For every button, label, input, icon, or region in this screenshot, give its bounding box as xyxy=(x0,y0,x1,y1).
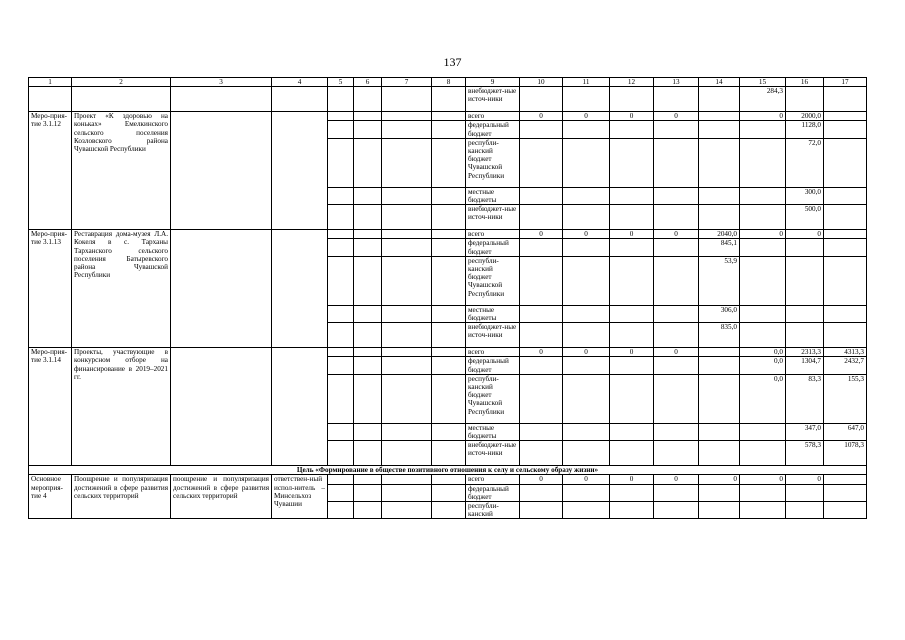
empty-cell xyxy=(382,484,432,501)
empty-cell xyxy=(382,502,432,519)
source-cell: республи-канский бюджет Чувашской Республики xyxy=(466,374,520,423)
source-cell: республи-канский xyxy=(466,502,520,519)
value-cell xyxy=(740,502,786,519)
value-cell xyxy=(563,423,610,440)
value-cell xyxy=(563,484,610,501)
empty-cell xyxy=(354,187,382,204)
value-cell: 0 xyxy=(654,112,699,121)
empty-cell xyxy=(328,230,354,239)
value-cell xyxy=(610,323,654,348)
column-header: 16 xyxy=(786,78,824,87)
empty-cell xyxy=(354,348,382,357)
value-cell: 0 xyxy=(520,475,563,484)
measure-name: Реставрация дома-музея Л.А. Кокеля в с. Тарханы Тарханского сельского поселения Батыревского района Чувашской Республики xyxy=(72,230,171,348)
value-cell xyxy=(786,256,824,305)
value-cell xyxy=(786,502,824,519)
empty-cell xyxy=(328,138,354,187)
value-cell: 0 xyxy=(610,348,654,357)
source-cell: федеральный бюджет xyxy=(466,484,520,501)
header-row xyxy=(29,78,867,87)
empty-cell xyxy=(354,475,382,484)
empty-cell xyxy=(610,87,654,112)
value-cell xyxy=(740,205,786,230)
value-cell: 0 xyxy=(563,230,610,239)
empty-cell xyxy=(382,138,432,187)
value-cell xyxy=(740,121,786,138)
empty-cell xyxy=(328,357,354,374)
empty-cell xyxy=(328,484,354,501)
responsible-executor xyxy=(272,230,328,348)
value-cell xyxy=(520,502,563,519)
empty-cell xyxy=(699,87,740,112)
value-cell xyxy=(610,441,654,466)
source-cell: всего xyxy=(466,475,520,484)
measure-code: Меро-прия-тие 3.1.13 xyxy=(29,230,72,348)
source-cell: федеральный бюджет xyxy=(466,239,520,256)
column-header: 10 xyxy=(520,78,563,87)
empty-cell xyxy=(432,323,466,348)
column-header: 3 xyxy=(171,78,272,87)
value-cell xyxy=(563,502,610,519)
empty-cell xyxy=(520,87,563,112)
value-cell xyxy=(740,138,786,187)
value-cell: 647,0 xyxy=(824,423,867,440)
table-row xyxy=(29,87,867,112)
value-cell xyxy=(824,484,867,501)
goal-title: Цель «Формирование в обществе позитивного отношения к селу и сельскому образу жизни» xyxy=(29,466,867,475)
value-cell xyxy=(824,502,867,519)
source-cell: внебюджет-ные источ-ники xyxy=(466,323,520,348)
value-cell xyxy=(610,305,654,322)
value-cell xyxy=(740,305,786,322)
value-cell xyxy=(520,305,563,322)
value-cell: 2313,3 xyxy=(786,348,824,357)
empty-cell xyxy=(328,256,354,305)
column-header: 12 xyxy=(610,78,654,87)
empty-cell xyxy=(786,87,824,112)
empty-cell xyxy=(272,87,328,112)
empty-cell xyxy=(432,87,466,112)
source-cell: республи-канский бюджет Чувашской Республики xyxy=(466,256,520,305)
value-cell: 500,0 xyxy=(786,205,824,230)
value-cell xyxy=(824,323,867,348)
value-cell xyxy=(699,187,740,204)
value-cell: 300,0 xyxy=(786,187,824,204)
value-cell xyxy=(520,187,563,204)
source-cell: всего xyxy=(466,112,520,121)
column-header: 1 xyxy=(29,78,72,87)
value-cell: 0 xyxy=(654,230,699,239)
empty-cell xyxy=(354,256,382,305)
empty-cell xyxy=(354,441,382,466)
empty-cell xyxy=(432,441,466,466)
value-cell xyxy=(824,239,867,256)
column-header: 7 xyxy=(382,78,432,87)
empty-cell xyxy=(354,357,382,374)
value-cell xyxy=(699,112,740,121)
measure-code: Меро-прия-тие 3.1.14 xyxy=(29,348,72,466)
value-cell xyxy=(699,502,740,519)
table-row xyxy=(29,475,867,484)
value-cell xyxy=(610,138,654,187)
value-cell xyxy=(824,256,867,305)
value-cell xyxy=(824,475,867,484)
value-cell xyxy=(654,138,699,187)
empty-cell xyxy=(328,305,354,322)
measure-name: Поощрение и популяризация достижений в сфере развития сельских территорий xyxy=(72,475,171,519)
column-header: 2 xyxy=(72,78,171,87)
empty-cell xyxy=(432,305,466,322)
empty-cell xyxy=(382,423,432,440)
measure-name: Проект «К здоровью на коньках» Емелкинского сельского поселения Козловского района Чувашской Республики xyxy=(72,112,171,230)
value-cell: 0 xyxy=(740,112,786,121)
source-cell: всего xyxy=(466,230,520,239)
empty-cell xyxy=(382,348,432,357)
responsible-executor xyxy=(272,112,328,230)
empty-cell xyxy=(382,256,432,305)
empty-cell xyxy=(824,87,867,112)
empty-cell xyxy=(382,187,432,204)
empty-cell xyxy=(382,239,432,256)
empty-cell xyxy=(328,187,354,204)
value-cell xyxy=(654,502,699,519)
empty-cell xyxy=(328,87,354,112)
value-cell xyxy=(520,441,563,466)
value-cell: 0 xyxy=(563,112,610,121)
budget-table xyxy=(28,77,867,519)
value-cell xyxy=(740,484,786,501)
source-cell: местные бюджеты xyxy=(466,423,520,440)
value-cell: 306,0 xyxy=(699,305,740,322)
value-cell xyxy=(654,305,699,322)
value-cell: 0 xyxy=(740,475,786,484)
empty-cell xyxy=(354,239,382,256)
value-cell xyxy=(699,374,740,423)
responsible-executor: ответствен-ный испол-нитель – Минсельхоз Чувашии xyxy=(272,475,328,519)
value-cell: 0 xyxy=(563,348,610,357)
empty-cell xyxy=(354,305,382,322)
measure-name: Проекты, участвующие в конкурсном отборе на финансирование в 2019–2021 гг. xyxy=(72,348,171,466)
value-cell xyxy=(786,305,824,322)
value-cell xyxy=(786,239,824,256)
value-cell xyxy=(740,441,786,466)
empty-cell xyxy=(432,187,466,204)
empty-cell xyxy=(382,305,432,322)
value-cell xyxy=(654,205,699,230)
goal-row xyxy=(29,466,867,475)
value-cell xyxy=(520,239,563,256)
empty-cell xyxy=(354,230,382,239)
value-cell: 284,3 xyxy=(740,87,786,112)
value-cell xyxy=(699,205,740,230)
value-cell xyxy=(563,323,610,348)
value-cell: 0,0 xyxy=(740,348,786,357)
value-cell xyxy=(610,205,654,230)
responsible-executor xyxy=(272,348,328,466)
value-cell: 0 xyxy=(740,230,786,239)
value-cell xyxy=(563,121,610,138)
empty-cell xyxy=(432,121,466,138)
value-cell xyxy=(520,374,563,423)
value-cell: 72,0 xyxy=(786,138,824,187)
value-cell: 0 xyxy=(654,348,699,357)
value-cell: 0 xyxy=(610,230,654,239)
empty-cell xyxy=(382,475,432,484)
empty-cell xyxy=(432,484,466,501)
empty-cell xyxy=(382,205,432,230)
value-cell: 2432,7 xyxy=(824,357,867,374)
empty-cell xyxy=(328,121,354,138)
empty-cell xyxy=(328,323,354,348)
empty-cell xyxy=(432,230,466,239)
empty-cell xyxy=(29,87,72,112)
value-cell xyxy=(520,323,563,348)
empty-cell xyxy=(654,87,699,112)
value-cell: 845,1 xyxy=(699,239,740,256)
value-cell: 83,3 xyxy=(786,374,824,423)
value-cell xyxy=(824,205,867,230)
value-cell: 2000,0 xyxy=(786,112,824,121)
empty-cell xyxy=(328,374,354,423)
column-header: 6 xyxy=(354,78,382,87)
value-cell: 578,3 xyxy=(786,441,824,466)
empty-cell xyxy=(382,112,432,121)
value-cell xyxy=(563,138,610,187)
value-cell xyxy=(654,357,699,374)
value-cell xyxy=(520,423,563,440)
empty-cell xyxy=(354,484,382,501)
value-cell xyxy=(563,357,610,374)
empty-cell xyxy=(382,441,432,466)
value-cell xyxy=(740,239,786,256)
empty-cell xyxy=(382,374,432,423)
value-cell xyxy=(610,239,654,256)
empty-cell xyxy=(432,357,466,374)
value-cell xyxy=(699,138,740,187)
page-number: 137 xyxy=(443,55,462,69)
column-header: 8 xyxy=(432,78,466,87)
column-header: 11 xyxy=(563,78,610,87)
empty-cell xyxy=(328,475,354,484)
empty-cell xyxy=(432,348,466,357)
value-cell xyxy=(654,187,699,204)
value-cell xyxy=(610,357,654,374)
empty-cell xyxy=(432,205,466,230)
value-cell xyxy=(654,423,699,440)
value-cell xyxy=(610,187,654,204)
empty-cell xyxy=(382,87,432,112)
value-cell: 0 xyxy=(786,230,824,239)
value-cell: 0 xyxy=(520,112,563,121)
value-cell: 0 xyxy=(699,475,740,484)
empty-cell xyxy=(382,357,432,374)
value-cell xyxy=(610,256,654,305)
measure-code: Основное мероприя-тие 4 xyxy=(29,475,72,519)
column-header: 13 xyxy=(654,78,699,87)
empty-cell xyxy=(328,239,354,256)
empty-cell xyxy=(328,441,354,466)
table-row xyxy=(29,348,867,357)
value-cell xyxy=(740,256,786,305)
value-cell xyxy=(563,187,610,204)
value-cell xyxy=(520,121,563,138)
value-cell xyxy=(786,323,824,348)
source-cell: республи-канский бюджет Чувашской Республики xyxy=(466,138,520,187)
column-header: 9 xyxy=(466,78,520,87)
column-header: 4 xyxy=(272,78,328,87)
value-cell: 53,9 xyxy=(699,256,740,305)
value-cell: 4313,3 xyxy=(824,348,867,357)
value-cell xyxy=(563,305,610,322)
value-cell xyxy=(654,323,699,348)
empty-cell xyxy=(354,323,382,348)
value-cell: 2040,0 xyxy=(699,230,740,239)
source-cell: внебюджет-ные источ-ники xyxy=(466,87,520,112)
source-cell: внебюджет-ные источ-ники xyxy=(466,441,520,466)
measure-code: Меро-прия-тие 3.1.12 xyxy=(29,112,72,230)
value-cell xyxy=(740,187,786,204)
value-cell: 0 xyxy=(786,475,824,484)
value-cell: 0 xyxy=(563,475,610,484)
measure-goal xyxy=(171,348,272,466)
value-cell xyxy=(610,484,654,501)
value-cell xyxy=(563,239,610,256)
value-cell xyxy=(824,305,867,322)
value-cell: 1304,7 xyxy=(786,357,824,374)
measure-goal xyxy=(171,230,272,348)
empty-cell xyxy=(72,87,171,112)
column-header: 5 xyxy=(328,78,354,87)
value-cell xyxy=(699,484,740,501)
value-cell xyxy=(699,423,740,440)
source-cell: федеральный бюджет xyxy=(466,357,520,374)
value-cell xyxy=(786,484,824,501)
source-cell: местные бюджеты xyxy=(466,187,520,204)
empty-cell xyxy=(432,256,466,305)
value-cell xyxy=(563,256,610,305)
value-cell xyxy=(654,121,699,138)
empty-cell xyxy=(382,230,432,239)
value-cell: 0 xyxy=(520,348,563,357)
value-cell xyxy=(699,357,740,374)
empty-cell xyxy=(432,138,466,187)
empty-cell xyxy=(354,423,382,440)
empty-cell xyxy=(563,87,610,112)
empty-cell xyxy=(354,205,382,230)
source-cell: внебюджет-ные источ-ники xyxy=(466,205,520,230)
empty-cell xyxy=(328,502,354,519)
value-cell xyxy=(520,357,563,374)
value-cell xyxy=(824,121,867,138)
source-cell: местные бюджеты xyxy=(466,305,520,322)
empty-cell xyxy=(328,348,354,357)
value-cell xyxy=(610,423,654,440)
value-cell: 1078,3 xyxy=(824,441,867,466)
empty-cell xyxy=(171,87,272,112)
value-cell: 0 xyxy=(520,230,563,239)
value-cell: 0 xyxy=(610,112,654,121)
empty-cell xyxy=(432,112,466,121)
value-cell xyxy=(824,138,867,187)
empty-cell xyxy=(382,121,432,138)
value-cell xyxy=(654,374,699,423)
column-header: 14 xyxy=(699,78,740,87)
value-cell xyxy=(824,230,867,239)
value-cell xyxy=(654,484,699,501)
value-cell xyxy=(654,441,699,466)
source-cell: всего xyxy=(466,348,520,357)
value-cell xyxy=(699,441,740,466)
value-cell xyxy=(824,112,867,121)
empty-cell xyxy=(328,112,354,121)
column-header: 17 xyxy=(824,78,867,87)
value-cell: 0 xyxy=(654,475,699,484)
value-cell xyxy=(520,484,563,501)
measure-goal: поощрение и популяризация достижений в сфере развития сельских территорий xyxy=(171,475,272,519)
value-cell xyxy=(563,374,610,423)
value-cell: 155,3 xyxy=(824,374,867,423)
value-cell xyxy=(824,187,867,204)
empty-cell xyxy=(432,502,466,519)
empty-cell xyxy=(354,121,382,138)
empty-cell xyxy=(432,423,466,440)
value-cell xyxy=(654,239,699,256)
value-cell xyxy=(520,138,563,187)
empty-cell xyxy=(354,87,382,112)
value-cell: 835,0 xyxy=(699,323,740,348)
empty-cell xyxy=(354,502,382,519)
value-cell: 347,0 xyxy=(786,423,824,440)
value-cell xyxy=(699,348,740,357)
value-cell: 1128,0 xyxy=(786,121,824,138)
table-row xyxy=(29,230,867,239)
value-cell xyxy=(610,121,654,138)
value-cell: 0,0 xyxy=(740,357,786,374)
value-cell xyxy=(610,502,654,519)
empty-cell xyxy=(432,239,466,256)
value-cell xyxy=(740,423,786,440)
value-cell xyxy=(520,205,563,230)
value-cell xyxy=(740,323,786,348)
column-header: 15 xyxy=(740,78,786,87)
value-cell: 0 xyxy=(610,475,654,484)
source-cell: федеральный бюджет xyxy=(466,121,520,138)
empty-cell xyxy=(432,475,466,484)
value-cell xyxy=(563,441,610,466)
empty-cell xyxy=(328,205,354,230)
empty-cell xyxy=(354,374,382,423)
empty-cell xyxy=(354,112,382,121)
value-cell xyxy=(699,121,740,138)
value-cell xyxy=(654,256,699,305)
value-cell xyxy=(520,256,563,305)
value-cell xyxy=(563,205,610,230)
empty-cell xyxy=(328,423,354,440)
measure-goal xyxy=(171,112,272,230)
value-cell: 0,0 xyxy=(740,374,786,423)
empty-cell xyxy=(354,138,382,187)
table-row xyxy=(29,112,867,121)
empty-cell xyxy=(432,374,466,423)
empty-cell xyxy=(382,323,432,348)
value-cell xyxy=(610,374,654,423)
